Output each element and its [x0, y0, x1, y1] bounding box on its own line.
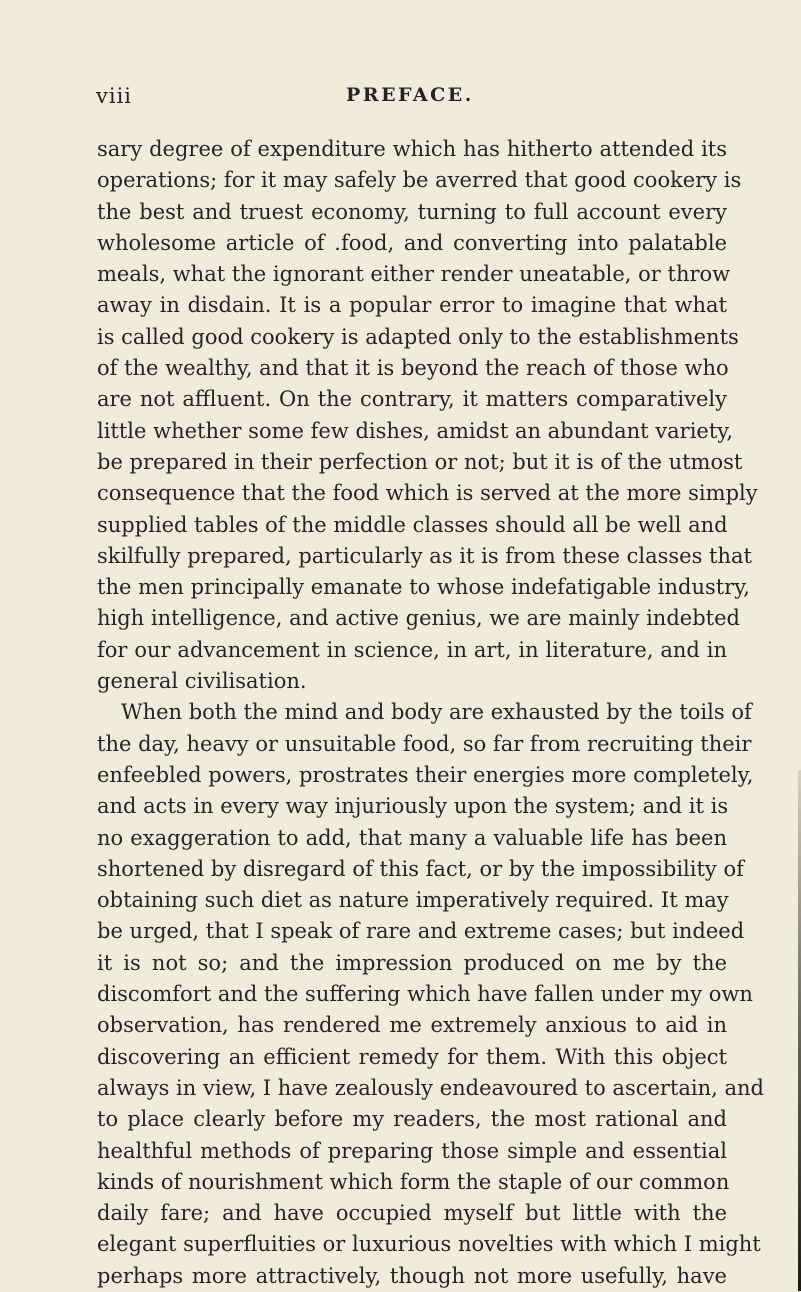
text-line: the men principally emanate to whose indefatigable industry,: [97, 575, 750, 600]
text-line: be prepared in their perfection or not; but it is of the utmost: [97, 449, 743, 474]
text-line: to place clearly before my readers, the most rational and: [97, 1107, 727, 1132]
text-line: it is not so; and the impression produced on me by the: [97, 950, 727, 975]
text-line: daily fare; and have occupied myself but little with the: [97, 1201, 727, 1226]
text-line: perhaps more attractively, though not more usefully, have: [97, 1263, 727, 1288]
text-line: be urged, that I speak of rare and extreme cases; but indeed: [97, 919, 745, 944]
text-line: meals, what the ignorant either render uneatable, or throw: [97, 262, 731, 287]
text-line: sary degree of expenditure which has hitherto attended its: [97, 137, 727, 161]
page-header: [96, 84, 716, 114]
text-line: discovering an efficient remedy for them. With this object: [97, 1044, 727, 1069]
body-text: [97, 134, 764, 1292]
text-line: kinds of nourishment which form the staple of our common: [97, 1169, 730, 1194]
text-line: consequence that the food which is served at the more simply: [97, 481, 758, 506]
text-line: general civilisation.: [97, 669, 307, 694]
text-line: skilfully prepared, particularly as it is from these classes that: [97, 543, 752, 568]
text-line: of the wealthy, and that it is beyond the reach of those who: [97, 356, 729, 381]
text-line: for our advancement in science, in art, in literature, and in: [97, 637, 727, 662]
text-line: high intelligence, and active genius, we are mainly indebted: [97, 606, 740, 631]
text-line: observation, has rendered me extremely anxious to aid in: [97, 1013, 727, 1038]
text-line: no exaggeration to add, that many a valuable life has been: [97, 825, 727, 850]
text-line: shortened by disregard of this fact, or by the impossibility of: [97, 856, 744, 881]
text-line: away in disdain. It is a popular error to imagine that what: [97, 293, 727, 318]
page-number: viii: [96, 84, 133, 108]
running-head: PREFACE.: [346, 84, 474, 106]
text-line: is called good cookery is adapted only to the establishments: [97, 324, 739, 349]
text-line: obtaining such diet as nature imperatively required. It may: [97, 888, 729, 913]
text-line: the day, heavy or unsuitable food, so far from recruiting their: [97, 731, 752, 756]
text-line: enfeebled powers, prostrates their energies more completely,: [97, 762, 754, 787]
text-line: the best and truest economy, turning to full account every: [97, 199, 727, 224]
text-line: operations; for it may safely be averred that good cookery is: [97, 168, 742, 193]
text-line: supplied tables of the middle classes should all be well and: [97, 512, 728, 537]
text-line: always in view, I have zealously endeavoured to ascertain, and: [97, 1075, 764, 1100]
text-line: wholesome article of .food, and converting into palatable: [97, 230, 727, 255]
text-line: are not affluent. On the contrary, it matters comparatively: [97, 387, 727, 412]
text-line: and acts in every way injuriously upon the system; and it is: [97, 794, 729, 819]
text-line: discomfort and the suffering which have fallen under my own: [97, 982, 753, 1007]
paragraph-start-line: When both the mind and body are exhausted by the toils of: [121, 700, 752, 725]
text-line: elegant superfluities or luxurious novelties with which I might: [97, 1232, 761, 1257]
text-line: little whether some few dishes, amidst an abundant variety,: [97, 418, 734, 443]
text-line: healthful methods of preparing those simple and essential: [97, 1138, 727, 1163]
